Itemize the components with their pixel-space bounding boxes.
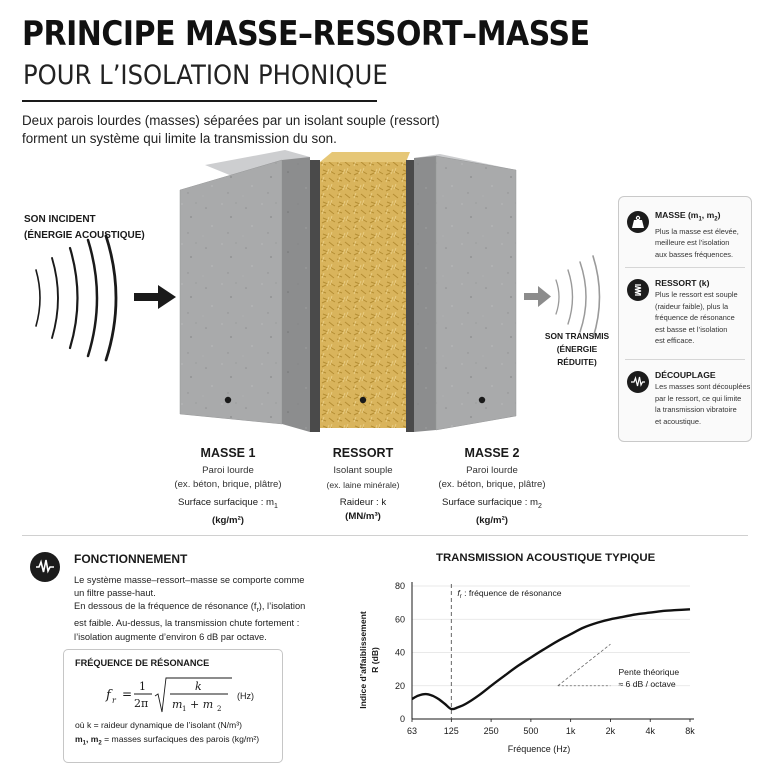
panel-ressort-desc-5: est efficace.: [655, 336, 695, 345]
formula-note-2c: = masses surfaciques des parois (kg/m²): [101, 733, 260, 744]
mass-2-marker: [479, 397, 485, 403]
panel-masse-title: [655, 209, 751, 226]
spring-desc: Isolant souple: [333, 465, 393, 476]
formula-note-2-sub1: 1: [82, 740, 86, 747]
mass-2-examples: (ex. béton, brique, plâtre): [438, 479, 546, 490]
resonance-marker-label: $f_r$ : fréquence de résonance: [457, 588, 562, 600]
chart-y-tick-label: 20: [394, 680, 405, 691]
mass-1-wall: [180, 150, 310, 432]
mass-1-title: MASSE 1: [200, 446, 256, 460]
mass-2-wall: [414, 154, 516, 432]
panel-masse-title-a: MASSE (m: [655, 210, 699, 220]
incident-label-subtitle: (ÉNERGIE ACOUSTIQUE): [24, 230, 145, 241]
chart-x-tick-label: 8k: [685, 726, 695, 736]
panel-decouplage-desc-1: Les masses sont découplées: [655, 382, 751, 391]
chart-x-tick-label: 63: [406, 726, 418, 736]
chart-y-tick-label: 40: [394, 647, 405, 658]
incident-wave-icon: [36, 236, 116, 360]
panel-decouplage-title: DÉCOUPLAGE: [655, 370, 716, 380]
panel-ressort-title: RESSORT (k): [655, 278, 710, 288]
slope-label-2: ≈ 6 dB / octave: [618, 678, 676, 689]
chart-x-tick-label: 500: [523, 726, 539, 736]
legend-panel: [618, 196, 752, 442]
transmitted-label: [537, 330, 617, 369]
panel-masse-desc-2: meilleure est l’isolation: [655, 238, 730, 248]
mass-1-unit: (kg/m²): [212, 514, 244, 526]
formula-k: k: [195, 680, 202, 693]
panel-masse-title-b: , m: [701, 210, 715, 220]
formula-s2: 2: [217, 705, 222, 713]
transmission-chart: [350, 572, 760, 766]
formula-box: [63, 649, 283, 763]
mass-2-param-sub: 2: [538, 502, 542, 510]
chart-series-line: [412, 609, 690, 709]
chart-x-axis-label: Fréquence (Hz): [507, 744, 571, 754]
panel-masse-desc-3: aux basses fréquences.: [655, 249, 734, 259]
formula-m2: + m: [190, 698, 214, 711]
panel-ressort-desc-4: est basse et l’isolation: [655, 324, 728, 334]
panel-decouplage-desc-2: par le ressort, ce qui limite: [655, 393, 742, 403]
panel-divider: [625, 359, 745, 360]
spring-examples: (ex. laine minérale): [326, 480, 400, 490]
chart-x-tick-label: 2k: [605, 726, 616, 736]
mass-1-desc: Paroi lourde: [202, 465, 254, 476]
panel-ressort-desc-2: (raideur faible), plus la: [655, 301, 729, 311]
chart-x-tick-label: 4k: [645, 726, 655, 736]
chart-x-tick-label: 250: [483, 726, 499, 736]
formula-two-pi: 2π: [134, 697, 149, 710]
formula-note-2b: , m: [86, 733, 99, 744]
fonctionnement-line-3b: ), l’isolation: [258, 601, 306, 612]
spring-unit: (MN/m³): [345, 511, 381, 522]
fonctionnement-line-3a: En dessous de la fréquence de résonance (f: [74, 601, 257, 612]
formula-equals: =: [122, 687, 133, 701]
spring-title: RESSORT: [332, 446, 394, 460]
mass-1-marker: [225, 397, 231, 403]
chart-y-axis-label-1: Indice d’affaiblissement: [358, 611, 368, 709]
mass-2-param: [422, 496, 562, 514]
fonctionnement-line-4: est faible. Au-dessus, la transmission chute fortement :: [74, 618, 300, 629]
formula-r: r: [112, 696, 116, 705]
spring-marker: [360, 397, 366, 403]
panel-masse-sub1: 1: [698, 216, 702, 223]
incident-arrow-icon: [134, 285, 176, 309]
mass-2-label: [422, 446, 562, 528]
mass-2-desc: Paroi lourde: [466, 465, 518, 476]
panel-masse-desc-1: Plus la masse est élevée,: [655, 226, 739, 236]
formula-note-2: [75, 733, 280, 751]
fonctionnement-line-1: Le système masse–ressort–masse se comporte comme: [74, 575, 305, 585]
spring-label: [298, 446, 428, 524]
weight-icon: [627, 211, 649, 233]
panel-decouplage-desc-4: et acoustique.: [655, 416, 702, 426]
page-title: PRINCIPE MASSE–RESSORT–MASSE: [22, 14, 590, 54]
panel-ressort-desc-1: Plus le ressort est souple: [655, 290, 738, 299]
chart-y-axis-label-2: R (dB): [370, 647, 380, 673]
chart-axes: [412, 582, 694, 722]
fonctionnement-body: [74, 574, 319, 644]
chart-title: TRANSMISSION ACOUSTIQUE TYPIQUE: [436, 552, 656, 564]
chart-x-tick-label: 125: [443, 726, 459, 736]
intro-line-1: Deux parois lourdes (masses) séparées par un isolant souple (ressort): [22, 113, 440, 128]
section-divider: [22, 535, 748, 536]
transmitted-label-title: SON TRANSMIS: [544, 331, 610, 341]
panel-masse-title-c: ): [717, 210, 721, 220]
transmitted-label-subtitle: (ÉNERGIE RÉDUITE): [556, 344, 598, 367]
fonctionnement-line-3: [74, 600, 319, 617]
panel-divider: [625, 267, 745, 268]
chart-y-tick-label: 80: [394, 581, 405, 591]
mass-1-label: [158, 446, 298, 528]
resonance-formula: [104, 676, 264, 716]
transmitted-arrow-icon: [524, 286, 551, 307]
chart-y-tick-label: 0: [399, 714, 405, 724]
slope-label-1: Pente théorique: [618, 666, 680, 677]
chart-y-tick-label: 60: [394, 614, 405, 625]
chart-x-tick-label: 1k: [565, 726, 576, 736]
intro-line-2: forment un système qui limite la transmission du son.: [22, 131, 337, 146]
slope-reference-line: [558, 644, 611, 686]
formula-title: FRÉQUENCE DE RÉSONANCE: [75, 658, 210, 668]
mass-2-param-text: Surface surfacique : m: [442, 497, 539, 508]
formula-note-1: où k = raideur dynamique de l’isolant (N/m³): [75, 720, 242, 730]
formula-note-2-sub2: 2: [98, 740, 102, 747]
chart-annotations: [451, 584, 679, 719]
page-subtitle: POUR L’ISOLATION PHONIQUE: [23, 60, 388, 91]
incident-label-title: SON INCIDENT: [24, 214, 96, 225]
fonctionnement-title: FONCTIONNEMENT: [74, 552, 188, 566]
title-divider: [22, 100, 377, 102]
formula-s1: 1: [182, 705, 187, 713]
waveform-icon: [627, 371, 649, 393]
formula-unit: (Hz): [237, 691, 254, 701]
intro-text: [22, 112, 462, 148]
fonctionnement-line-3sub: r: [256, 607, 259, 615]
panel-ressort-desc-3: fréquence de résonance: [655, 313, 735, 322]
mass-1-param-text: Surface surfacique : m: [178, 497, 275, 508]
spring-layer: [310, 152, 414, 432]
formula-note-2a: m: [75, 733, 83, 744]
formula-one: 1: [139, 680, 146, 693]
mass-1-param-sub: 1: [274, 502, 278, 510]
formula-m1: m: [172, 698, 183, 711]
fonctionnement-line-2: un filtre passe-haut.: [74, 588, 156, 599]
mass-2-unit: (kg/m²): [476, 514, 508, 526]
mass-2-title: MASSE 2: [464, 446, 520, 460]
formula-notes: [75, 719, 280, 751]
mass-1-param: [158, 496, 298, 514]
formula-f: f: [106, 688, 111, 703]
mass-1-examples: (ex. béton, brique, plâtre): [174, 479, 282, 490]
chart-ticks: [395, 581, 695, 736]
panel-masse-sub2: 2: [714, 216, 718, 223]
transmitted-wave-icon: [556, 256, 600, 338]
panel-decouplage-desc-3: la transmission vibratoire: [655, 405, 737, 414]
fonctionnement-line-5: l’isolation augmente d’environ 6 dB par octave.: [74, 631, 267, 642]
waveform-icon: [30, 552, 60, 582]
spring-param: Raideur : k: [339, 497, 387, 508]
spring-icon: [627, 279, 649, 301]
